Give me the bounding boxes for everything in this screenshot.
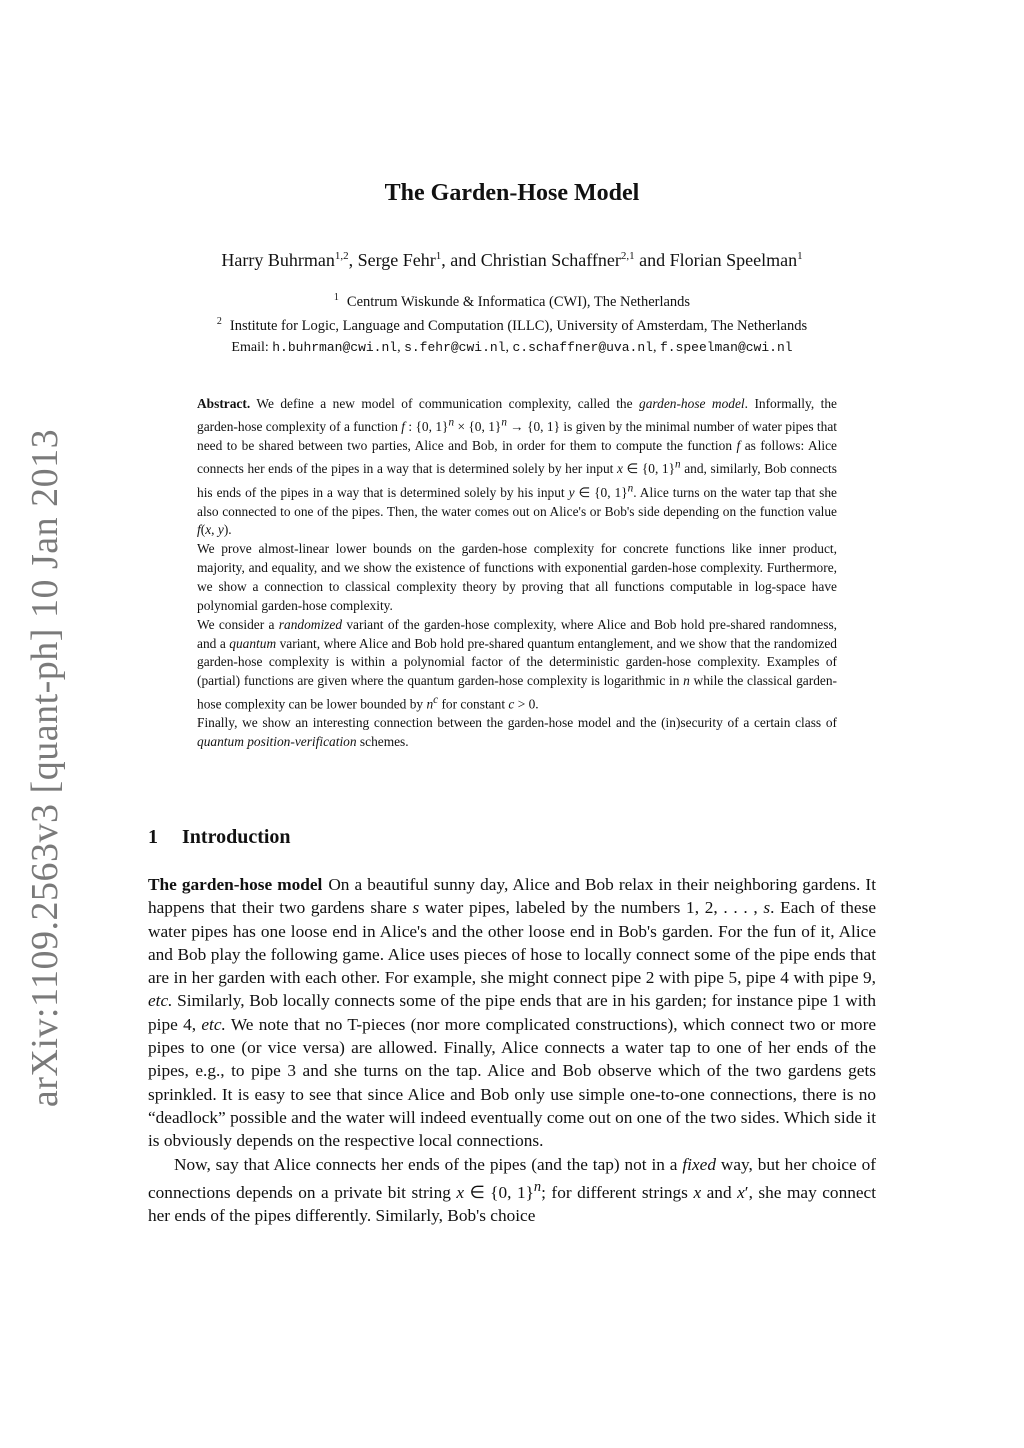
author-name: Serge Fehr [357, 250, 436, 270]
email-line: Email: h.buhrman@cwi.nl, s.fehr@cwi.nl, c.schaffner@uva.nl, f.speelman@cwi.nl [231, 340, 793, 355]
email-link[interactable]: h.buhrman@cwi.nl [272, 340, 398, 355]
affiliation-1: $^1$ Centrum Wiskunde & Informatica (CWI), The Netherlands [333, 292, 691, 310]
author-name: Christian Schaffner [480, 250, 621, 270]
abstract-paragraph: Finally, we show an interesting connection between the garden-hose model and the (in)security of a certain class of quantum position-verification schemes. [197, 715, 837, 750]
author-affiliation-mark: 1 [435, 250, 442, 262]
email-link[interactable]: f.speelman@cwi.nl [659, 340, 793, 355]
paper-title: The Garden-Hose Model [384, 180, 640, 206]
abstract-label: Abstract. [197, 396, 251, 411]
section-number: 1 [148, 826, 158, 848]
section-title: Introduction [182, 826, 291, 848]
author-name: Florian Speelman [669, 250, 798, 270]
abstract [197, 395, 837, 752]
arxiv-identifier: arXiv:1109.2563v3 [quant-ph] 10 Jan 2013 [24, 428, 66, 1108]
author-name: Harry Buhrman [221, 250, 335, 270]
author-affiliation-mark: 1,2 [334, 250, 349, 262]
abstract-paragraph: We consider a randomized variant of the garden-hose complexity, where Alice and Bob hold pre-shared randomness, and a quantum variant, where Alice and Bob hold pre-shared quantum entanglement, and we show that the randomized garden-hose complexity is within a polynomial factor of the deterministic garden-hose complexity. Examples of (partial) functions are given where the quantum garden-hose complexity is logarithmic in n while the classical garden-hose complexity can be lower bounded by $n^c$ for constant c > 0. [197, 616, 838, 712]
body-text [148, 873, 876, 1227]
affiliations [0, 288, 1024, 336]
author-affiliation-mark: 1 [797, 250, 803, 262]
email-link[interactable]: s.fehr@cwi.nl [404, 340, 506, 355]
body-paragraph: The garden-hose model On a beautiful sunny day, Alice and Bob relax in their neighboring gardens. It happens that their two gardens share s water pipes, labeled by the numbers 1, 2, . . . , s. Each of these water pipes has one loose end in Alice's and the other loose end in Bob's garden. For the fun of it, Alice and Bob play the following game. Alice uses pieces of hose to locally connect some of the pipe ends that are in her garden with each other. For example, she might connect pipe 2 with pipe 5, pipe 4 with pipe 9, etc. Similarly, Bob locally connects some of the pipe ends that are in his garden; for instance pipe 1 with pipe 4, etc. We note that no T-pieces (nor more complicated constructions), which connect two or more pipes to one (or vice versa) are allowed. Finally, Alice connects a water tap to one of her ends of the pipes, e.g., to pipe 3 and she turns on the tap. Alice and Bob observe which of the two gardens gets sprinkled. It is easy to see that since Alice and Bob only use simple one-to-one connections, there is no “deadlock” possible and the water will indeed eventually come out on one of the two sides. Which side it is obviously depends on the respective local connections. [148, 875, 876, 1151]
affiliation-2: $^2$ Institute for Logic, Language and Computation (ILLC), University of Amsterdam, The Netherlands [216, 315, 808, 334]
email-label: Email: [231, 340, 269, 355]
paragraph-run-head: The garden-hose model [148, 875, 323, 894]
arxiv-sidebar [20, 428, 70, 1108]
abstract-paragraph: We prove almost-linear lower bounds on the garden-hose complexity for concrete functions like inner product, majority, and equality, and we show the existence of functions with exponential garden-hose complexity. Furthermore, we show a connection to classical complexity theory by proving that all functions computable in log-space have polynomial garden-hose complexity. [197, 541, 837, 613]
section-heading [148, 826, 291, 849]
author-list: Harry Buhrman$^{1,2}$, Serge Fehr$^1$, and Christian Schaffner$^{2,1}$ and Florian Speelman$^1$ [221, 250, 803, 270]
author-affiliation-mark: 2,1 [620, 250, 635, 262]
email-link[interactable]: c.schaffner@uva.nl [512, 340, 653, 355]
abstract-paragraph: Abstract. We define a new model of communication complexity, called the garden-hose model. Informally, the garden-hose complexity of a function f : {0, 1}$^n$ × {0, 1}$^n$ → {0, 1} is given by the minimal number of water pipes that need to be shared between two parties, Alice and Bob, in order for them to compute the function f as follows: Alice connects her ends of the pipes in a way that is determined solely by her input x ∈ {0, 1}$^n$ and, similarly, Bob connects his ends of the pipes in a way that is determined solely by his input y ∈ {0, 1}$^n$. Alice turns on the water tap that she also connected to one of the pipes. Then, the water comes out on Alice's or Bob's side depending on the function value f(x, y). [197, 396, 837, 538]
body-paragraph: Now, say that Alice connects her ends of the pipes (and the tap) not in a fixed way, but her choice of connections depends on a private bit string x ∈ {0, 1}$^n$; for different strings x and x′, she may connect her ends of the pipes differently. Similarly, Bob's choice [148, 1154, 877, 1225]
model-term: garden-hose model [639, 396, 745, 411]
